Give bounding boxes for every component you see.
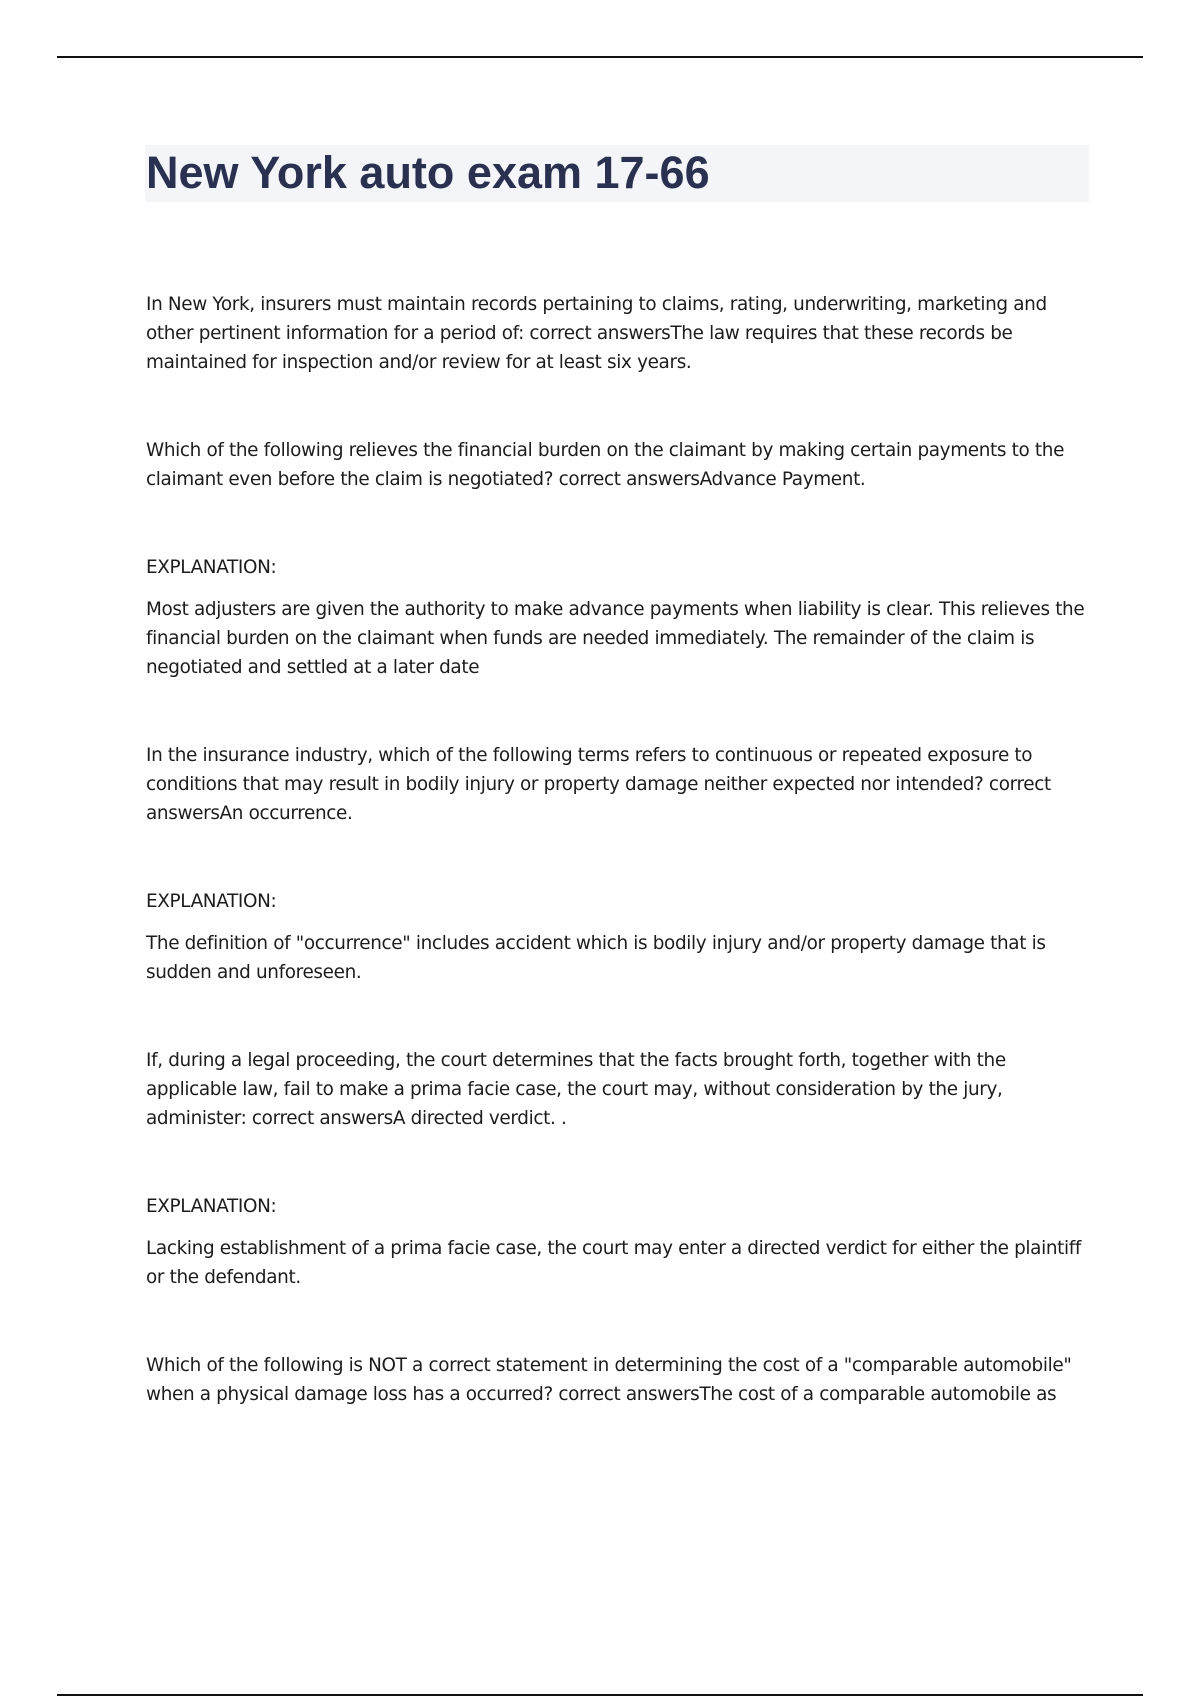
question-advance-payment: Which of the following relieves the financial burden on the claimant by making certain payments to the claimant even before the claim is negotiated? correct answersAdvance Payment. — [146, 440, 1065, 490]
question-directed-verdict: If, during a legal proceeding, the court determines that the facts brought forth, together with the applicable law, fail to make a prima facie case, the court may, without consideration by the jury, administer: correct answersA directed verdict. . — [146, 1050, 1006, 1129]
footer-rule — [57, 1694, 1143, 1696]
question-occurrence: In the insurance industry, which of the following terms refers to continuous or repeated exposure to conditions that may result in bodily injury or property damage neither expected nor intended? correct answersAn occurrence. — [146, 745, 1051, 824]
explanation-directed-verdict: Lacking establishment of a prima facie case, the court may enter a directed verdict for either the plaintiff or the defendant. — [146, 1238, 1082, 1288]
explanation-advance-payment: Most adjusters are given the authority to make advance payments when liability is clear. This relieves the financial burden on the claimant when funds are needed immediately. The remainder of the claim is negotiated and settled at a later date — [146, 599, 1085, 678]
explanation-heading: EXPLANATION: — [146, 557, 277, 578]
document-body — [146, 290, 1090, 1409]
explanation-heading: EXPLANATION: — [146, 1196, 277, 1217]
explanation-occurrence: The definition of "occurrence" includes accident which is bodily injury and/or property damage that is sudden and unforeseen. — [146, 933, 1046, 983]
question-comparable-automobile: Which of the following is NOT a correct statement in determining the cost of a "comparable automobile" when a physical damage loss has a occurred? correct answersThe cost of a comparable automobile as — [146, 1355, 1072, 1405]
explanation-heading: EXPLANATION: — [146, 891, 277, 912]
page-title: New York auto exam 17-66 — [146, 147, 710, 198]
header-rule — [57, 56, 1143, 58]
question-records-retention: In New York, insurers must maintain records pertaining to claims, rating, underwriting, marketing and other pertinent information for a period of: correct answersThe law requires that these records be maintained for inspection and/or review for at least six years. — [146, 294, 1047, 373]
